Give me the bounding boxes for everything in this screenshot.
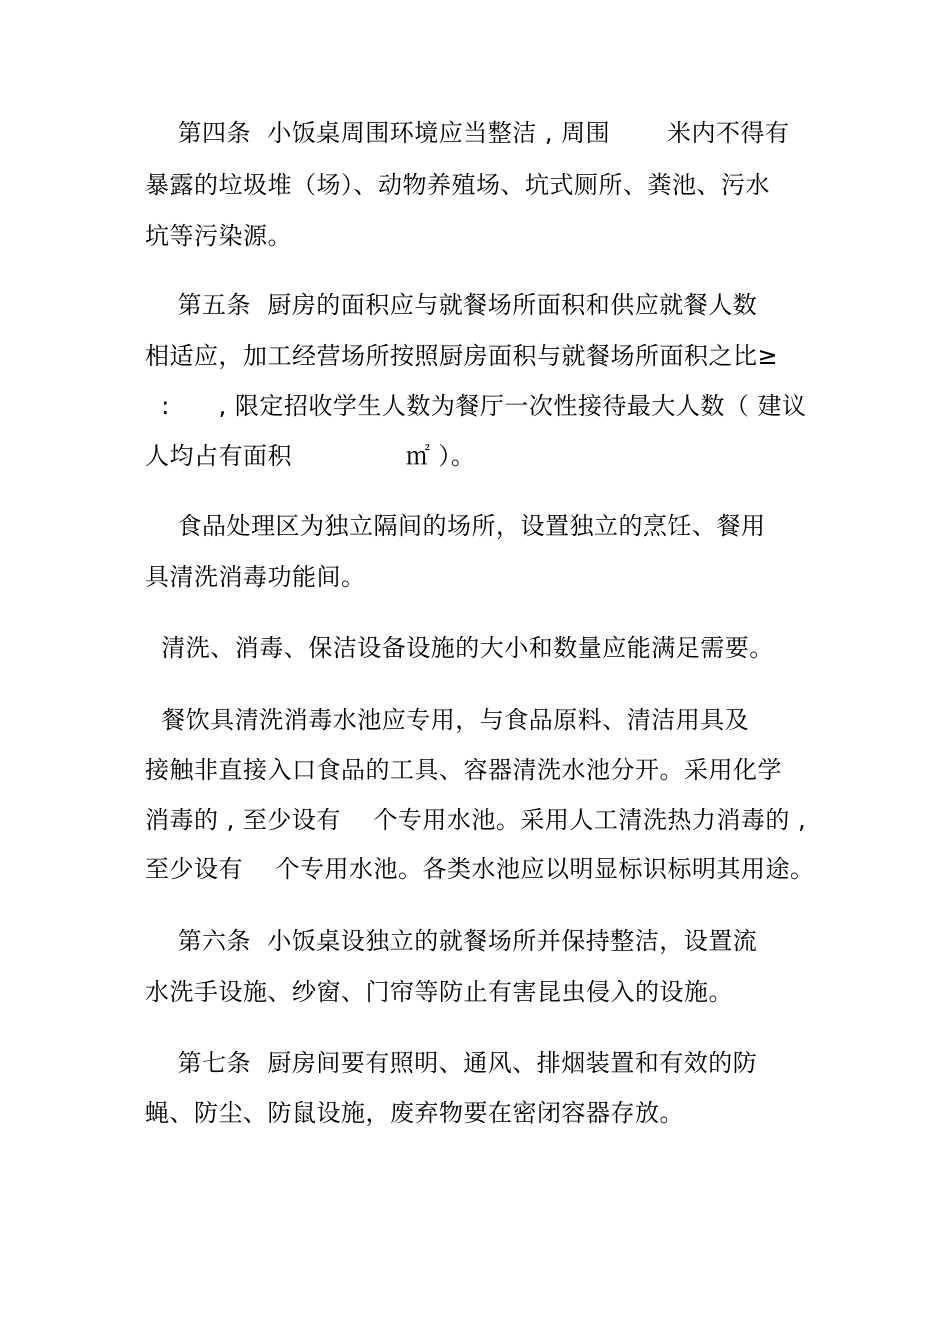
text-line: 蝇、防尘、防鼠设施，废弃物要在密闭容器存放。 bbox=[145, 1099, 684, 1127]
text-line: 具清洗消毒功能间。 bbox=[145, 563, 366, 591]
text-line: 消毒的 , 至少设有 个专用水池。采用人工清洗热力消毒的 , bbox=[145, 806, 807, 834]
text-line: 接触非直接入口食品的工具、容器清洗水池分开。采用化学 bbox=[145, 756, 782, 784]
text-line: 第五条 厨房的面积应与就餐场所面积和供应就餐人数 bbox=[145, 291, 758, 319]
text-line: 清洗、消毒、保洁设备设施的大小和数量应能满足需要。 bbox=[145, 634, 774, 662]
text-line: 第四条 小饭桌周围环境应当整洁 , 周围 米内不得有 bbox=[145, 119, 790, 147]
text-line: 水洗手设施、纱窗、门帘等防止有害昆虫侵入的设施。 bbox=[145, 978, 733, 1006]
text-line: 坑等污染源。 bbox=[145, 222, 292, 250]
text-line: 至少设有 个专用水池。各类水池应以明显标识标明其用途。 bbox=[145, 855, 815, 883]
text-line: 暴露的垃圾堆（场）、动物养殖场、坑式厕所、粪池、污水 bbox=[145, 171, 770, 199]
text-line: 食品处理区为独立隔间的场所，设置独立的烹饪、餐用 bbox=[145, 512, 766, 540]
text-line: 餐饮具清洗消毒水池应专用，与食品原料、清洁用具及 bbox=[145, 706, 750, 734]
text-line: 第七条 厨房间要有照明、通风、排烟装置和有效的防 bbox=[145, 1049, 758, 1077]
text-line: : , 限定招收学生人数为餐厅一次性接待最大人数（ 建议 bbox=[145, 392, 807, 420]
text-line: 人均占有面积 ㎡ ）。 bbox=[145, 442, 476, 470]
text-line: 相适应，加工经营场所按照厨房面积与就餐场所面积之比≥ bbox=[145, 342, 779, 370]
text-line: 第六条 小饭桌设独立的就餐场所并保持整洁，设置流 bbox=[145, 927, 758, 955]
